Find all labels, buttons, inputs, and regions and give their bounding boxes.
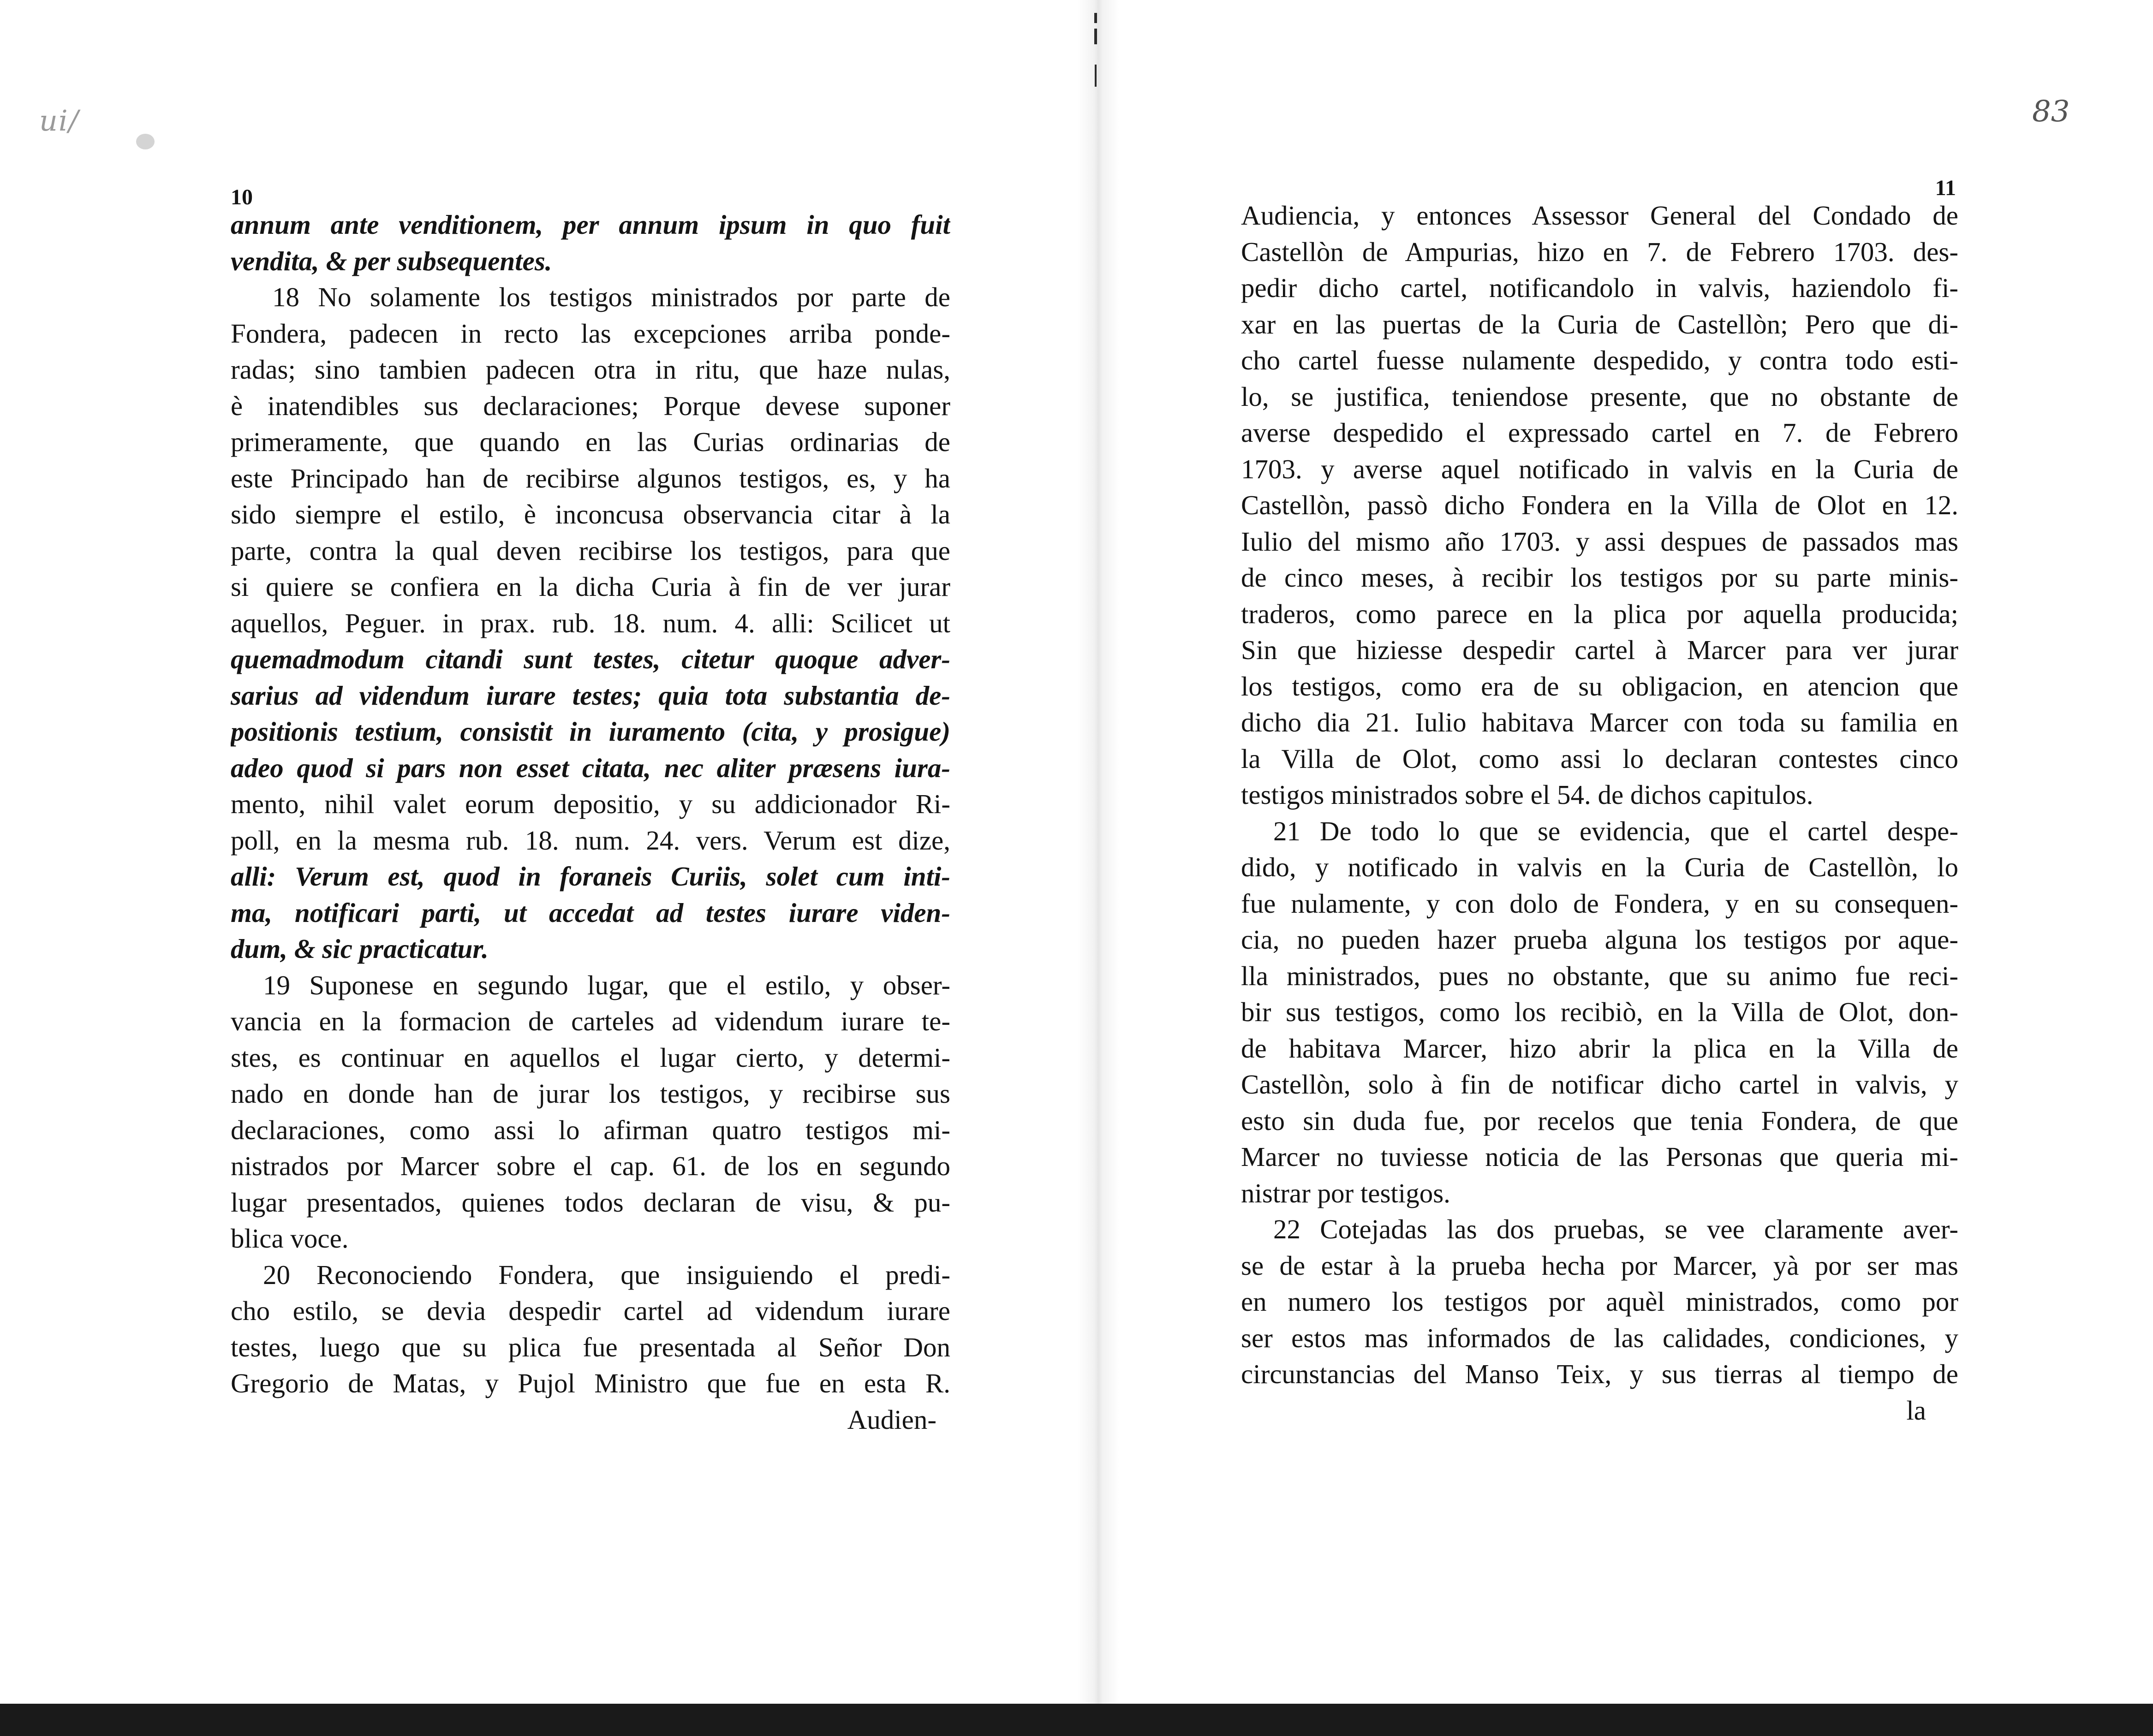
text-line: lla ministrados, pues no obstante, que su animo fue reci- (1241, 960, 1958, 991)
text-line: este Principado han de recibirse algunos testigos, es, y ha (231, 463, 950, 493)
text-line: dicho dia 21. Iulio habitava Marcer con toda su familia en (1241, 707, 1958, 737)
text-line: Sin que hiziesse despedir cartel à Marcer para ver jurar (1241, 635, 1958, 665)
text-line: dum, & sic practicatur. (231, 933, 489, 964)
text-line: 21 De todo lo que se evidencia, que el cartel despe- (1273, 815, 1958, 846)
text-line: pedir dicho cartel, notificandolo in valvis, haziendolo fi- (1241, 273, 1958, 303)
page-number: 11 (1935, 176, 1956, 200)
text-line: Castellòn, passò dicho Fondera en la Villa de Olot en 12. (1241, 490, 1958, 520)
text-line: Iulio del mismo año 1703. y assi despues de passados mas (1241, 526, 1958, 557)
text-line: vancia en la formacion de carteles ad videndum iurare te- (231, 1006, 950, 1036)
text-line: dido, y notificado in valvis en la Curia de Castellòn, lo (1241, 852, 1958, 882)
text-line: lo, se justifica, teniendose presente, que no obstante de (1241, 381, 1958, 412)
text-line: de cinco meses, à recibir los testigos por su parte minis- (1241, 562, 1958, 593)
text-line: quemadmodum citandi sunt testes, citetur quoque adver- (231, 644, 950, 674)
text-line: stes, es continuar en aquellos el lugar cierto, y determi- (231, 1042, 950, 1073)
spine-mark (1094, 29, 1097, 44)
text-line: nado en donde han de jurar los testigos, y recibirse sus (231, 1078, 950, 1109)
text-line: cho estilo, se devia despedir cartel ad videndum iurare (231, 1296, 950, 1326)
text-line: ma, notificari parti, ut accedat ad testes iurare viden- (231, 897, 950, 928)
text-line: 19 Suponese en segundo lugar, que el estilo, y obser- (263, 969, 950, 1000)
text-line: blica voce. (231, 1223, 349, 1254)
text-line: bir sus testigos, como los recibiò, en la Villa de Olot, don- (1241, 997, 1958, 1027)
catchword: la (1906, 1395, 1926, 1426)
smudge (136, 134, 155, 149)
text-line: declaraciones, como assi lo afirman quatro testigos mi- (231, 1114, 950, 1145)
text-line: en numero los testigos por aquèl ministrados, como por (1241, 1286, 1958, 1317)
text-line: cia, no pueden hazer prueba alguna los testigos por aque- (1241, 924, 1958, 955)
catchword: Audien- (847, 1404, 936, 1435)
text-line: testigos ministrados sobre el 54. de dichos capitulos. (1241, 779, 1813, 810)
text-line: Marcer no tuviesse noticia de las Personas que queria mi- (1241, 1141, 1958, 1172)
text-line: averse despedido el expressado cartel en 7. de Febrero (1241, 417, 1958, 448)
handwritten-corner-note: ui/ (39, 104, 79, 137)
text-line: testes, luego que su plica fue presentada al Señor Don (231, 1332, 950, 1362)
text-line: ser estos mas informados de las calidades, condiciones, y (1241, 1322, 1958, 1353)
text-line: aquellos, Peguer. in prax. rub. 18. num. 4. alli: Scilicet ut (231, 607, 950, 638)
text-line: se de estar à la prueba hecha por Marcer, yà por ser mas (1241, 1250, 1958, 1281)
text-line: radas; sino tambien padecen otra in ritu, que haze nulas, (231, 354, 950, 385)
text-line: 1703. y averse aquel notificado in valvis en la Curia de (1241, 453, 1958, 484)
text-line: sido siempre el estilo, è inconcusa observancia citar à la (231, 499, 950, 529)
spine-mark (1095, 65, 1097, 87)
text-line: traderos, como parece en la plica por aquella producida; (1241, 598, 1958, 629)
text-line: de habitava Marcer, hizo abrir la plica en la Villa de (1241, 1033, 1958, 1064)
text-line: fue nulamente, y con dolo de Fondera, y en su consequen- (1241, 888, 1958, 919)
text-line: primeramente, que quando en las Curias ordinarias de (231, 427, 950, 457)
text-line: poll, en la mesma rub. 18. num. 24. vers. Verum est dize, (231, 825, 950, 856)
text-line: esto sin duda fue, por recelos que tenia Fondera, de que (1241, 1105, 1958, 1136)
text-line: parte, contra la qual deven recibirse los testigos, para que (231, 535, 950, 566)
text-line: nistrados por Marcer sobre el cap. 61. de los en segundo (231, 1151, 950, 1181)
right-page-text (1241, 197, 1958, 1428)
text-line: Audiencia, y entonces Assessor General del Condado de (1241, 200, 1958, 231)
text-line: Gregorio de Matas, y Pujol Ministro que fue en esta R. (231, 1368, 950, 1398)
text-line: lugar presentados, quienes todos declaran de visu, & pu- (231, 1187, 950, 1218)
handwritten-folio-number: 83 (2032, 95, 2070, 129)
scan-border (0, 1704, 2153, 1736)
text-line: si quiere se confiera en la dicha Curia à fin de ver jurar (231, 571, 950, 602)
text-line: annum ante venditionem, per annum ipsum in quo fuit (231, 209, 950, 240)
text-line: nistrar por testigos. (1241, 1177, 1450, 1208)
text-line: alli: Verum est, quod in foraneis Curiis, solet cum inti- (231, 861, 950, 892)
text-line: Fondera, padecen in recto las excepciones arriba ponde- (231, 318, 950, 349)
text-line: cho cartel fuesse nulamente despedido, y contra todo esti- (1241, 345, 1958, 375)
text-line: circunstancias del Manso Teix, y sus tierras al tiempo de (1241, 1359, 1958, 1389)
text-line: vendita, & per subsequentes. (231, 245, 552, 276)
text-line: positionis testium, consistit in iuramento (cita, y prosigue) (231, 716, 950, 747)
text-line: Castellòn de Ampurias, hizo en 7. de Febrero 1703. des- (1241, 236, 1958, 267)
text-line: xar en las puertas de la Curia de Castellòn; Pero que di- (1241, 309, 1958, 339)
text-line: mento, nihil valet eorum depositio, y su addicionador Ri- (231, 789, 950, 819)
spine-mark (1094, 13, 1097, 23)
text-line: 20 Reconociendo Fondera, que insiguiendo el predi- (263, 1259, 950, 1290)
text-line: Castellòn, solo à fin de notificar dicho cartel in valvis, y (1241, 1069, 1958, 1100)
left-page-text (231, 207, 950, 1438)
text-line: la Villa de Olot, como assi lo declaran contestes cinco (1241, 743, 1958, 774)
text-line: è inatendibles sus declaraciones; Porque devese suponer (231, 390, 950, 421)
text-line: los testigos, como era de su obligacion, en atencion que (1241, 671, 1958, 702)
page-number: 10 (231, 185, 253, 209)
text-line: adeo quod si pars non esset citata, nec aliter præsens iura- (231, 752, 950, 783)
book-spine (1078, 0, 1119, 1706)
text-line: 22 Cotejadas las dos pruebas, se vee claramente aver- (1273, 1214, 1958, 1244)
text-line: sarius ad videndum iurare testes; quia tota substantia de- (231, 680, 950, 711)
text-line: 18 No solamente los testigos ministrados por parte de (272, 282, 950, 312)
